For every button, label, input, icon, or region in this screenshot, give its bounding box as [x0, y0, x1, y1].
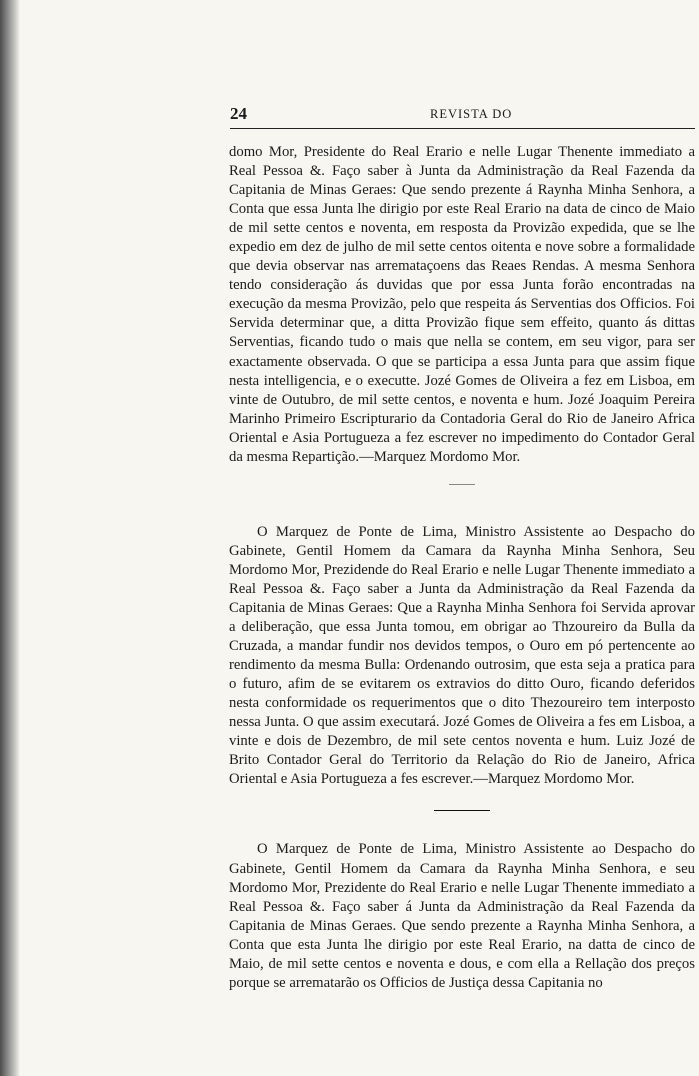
paragraph-3: O Marquez de Ponte de Lima, Ministro Assistente ao Despacho do Gabinete, Gentil Homem da Camara da Raynha Minha Senhora, e seu Mordomo Mor, Prezidente do Real Erario e nelle Lugar Thenente immediato a Real Pessoa &. Faço saber á Junta da Administração da Real Fazenda da Capitania de Minas Geraes. Que sendo prezente a Raynha Minha Senhora, a Conta que esta Junta lhe dirigio por este Real Erario, na datta de cinco de Maio, de mil sette centos e noventa e dous, e com ella a Rellação dos preços porque se arrematarão os Officios de Justiça dessa Capitania no	[229, 841, 695, 991]
journal-title: REVISTA DO	[430, 107, 513, 121]
running-head	[230, 104, 695, 129]
paragraph-2: O Marquez de Ponte de Lima, Ministro Assistente ao Despacho do Gabinete, Gentil Homem da Camara da Raynha Minha Senhora, Seu Mordomo Mor, Prezidende do Real Erario e nelle Lugar Thenente immediato a Real Pessoa &. Faço saber a Junta da Administração da Real Fazenda da Capitania de Minas Geraes: Que a Raynha Minha Senhora foi Servida aprovar a deliberação, que essa Junta tomou, em obrigar ao Thzoureiro da Bulla da Cruzada, a mandar fundir nos devidos tempos, o Ouro em pó pertencente ao rendimento da mesma Bulla: Ordenando outrosim, que esta seja a pratica para o futuro, afim de se evitarem os extravios do ditto Ouro, ficando deferidos nesta conformidade os requerimentos que o dito Thezoureiro tem interposto nessa Junta. O que assim executará. Jozé Gomes de Oliveira a fes em Lisboa, a vinte e dois de Dezembro, de mil sete centos noventa e hum. Luiz Jozé de Brito Contador Geral do Territorio da Relação do Rio de Janeiro, Africa Oriental e Asia Portugueza a fes escrever.—Marquez Mordomo Mor.	[229, 523, 695, 788]
body-text	[229, 143, 695, 993]
page-number: 24	[230, 104, 247, 123]
section-divider-rule	[434, 810, 490, 811]
paragraph-1: domo Mor, Presidente do Real Erario e nelle Lugar Thenente immediato a Real Pessoa &. Faço saber à Junta da Administração da Real Fazenda da Capitania de Minas Geraes: Que sendo prezente á Raynha Minha Senhora, a Conta que essa Junta lhe dirigio por este Real Erario na data de cinco de Maio de mil sette centos e noventa, em resposta da Provizão expedida, que se lhe expedio em dez de julho de mil sette centos oitenta e nove sobre a formalidade que devia observar nas arremataçoens das Reaes Rendas. A mesma Senhora tendo consideração ás duvidas que por essa Junta forão encontradas na execução da mesma Provizão, pelo que respeita ás Serventias dos Officios. Foi Servida determinar que, a ditta Provizão fique sem effeito, quanto ás dittas Serventias, ficando tudo o mais que nella se contem, em seu vigor, para ser exactamente observada. O que se participa a essa Junta para que assim fique nesta intelligencia, e o executte. Jozé Gomes de Oliveira a fez em Lisboa, em vinte de Outubro, de mil sette centos, e noventa e hum. Jozé Joaquim Pereira Marinho Primeiro Escripturario da Contadoria Geral do Rio de Janeiro Africa Oriental e Asia Portugueza a fez escrever no impedimento do Contador Geral da mesma Repartição.—Marquez Mordomo Mor.	[229, 144, 695, 465]
section-divider-small	[449, 484, 475, 485]
book-binding-shadow	[0, 0, 20, 1076]
